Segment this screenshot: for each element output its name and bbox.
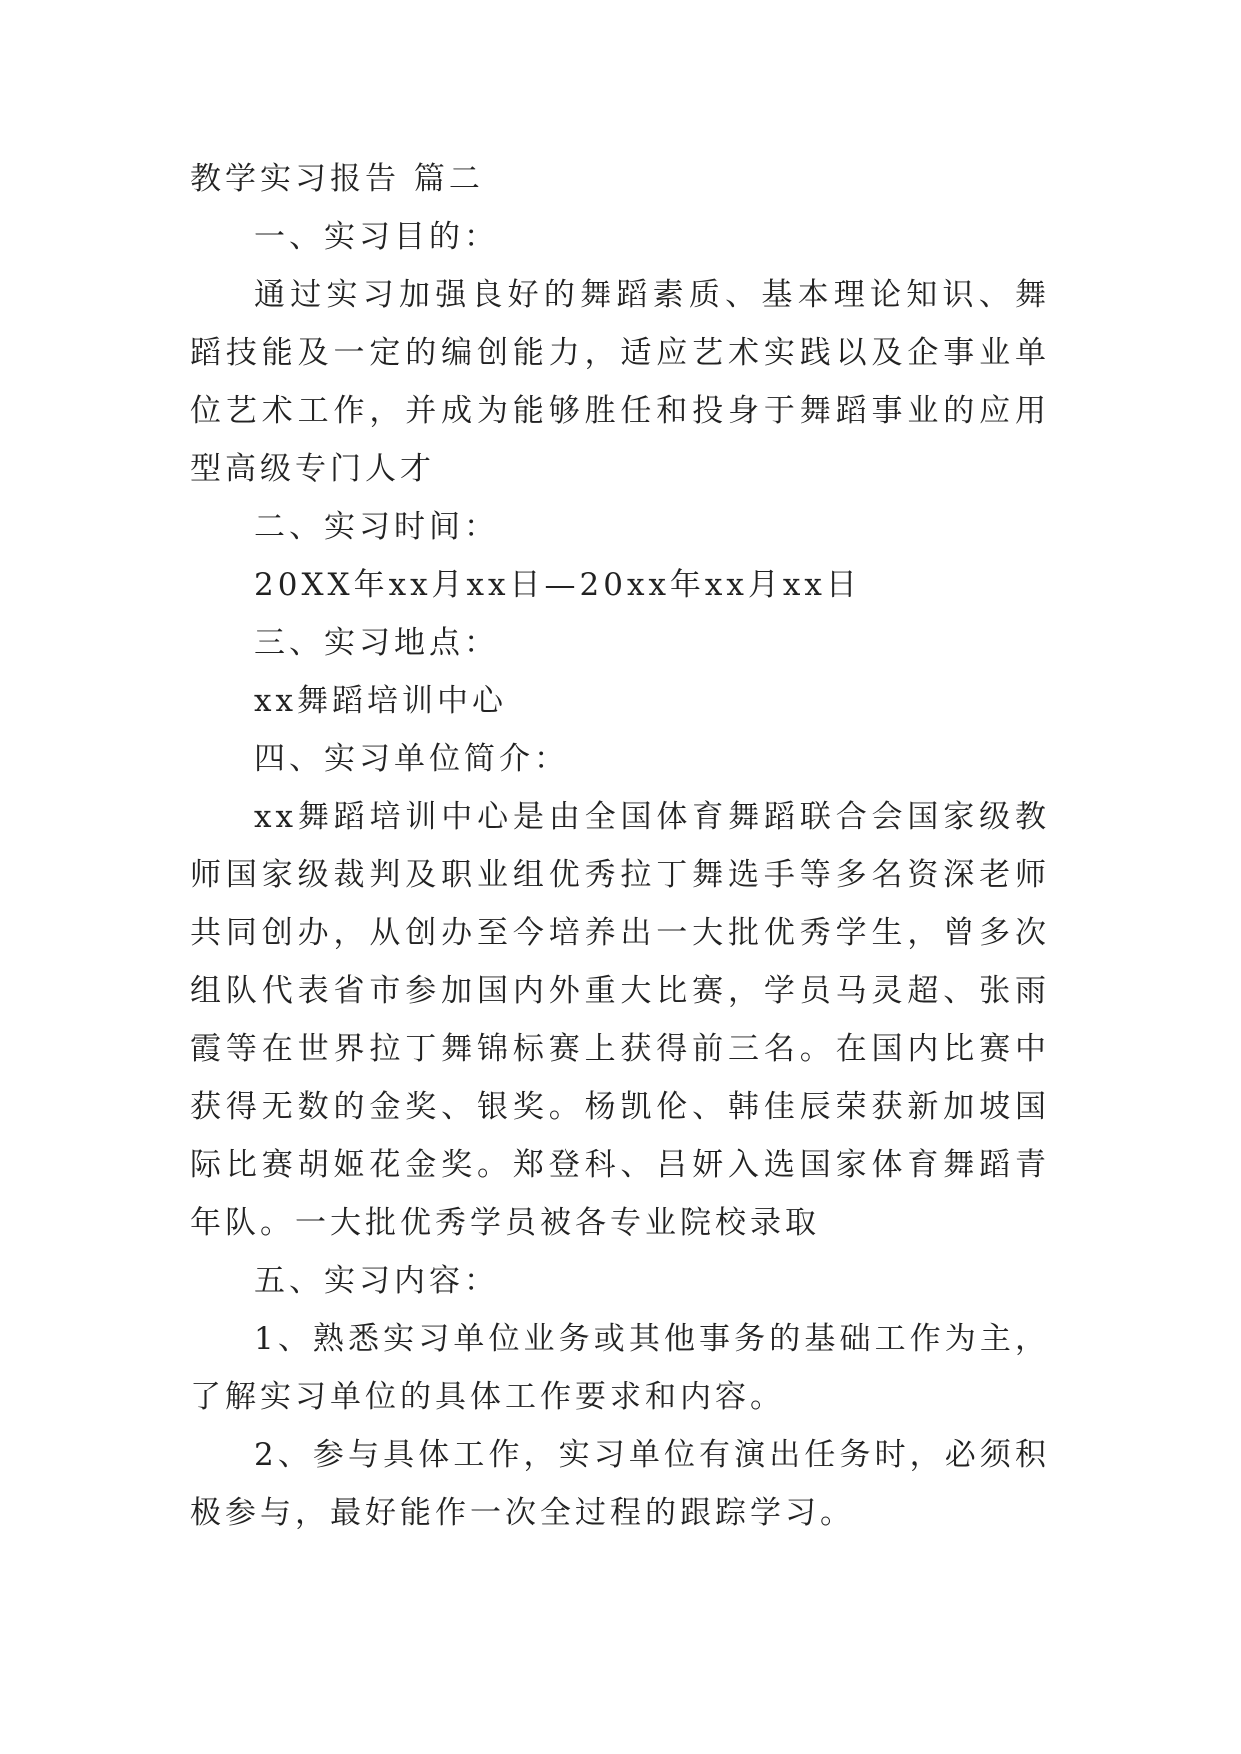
section-heading-purpose: 一、实习目的：: [254, 219, 499, 255]
section-body-location: xx舞蹈培训中心: [254, 683, 507, 719]
document-title: 教学实习报告 篇二: [190, 161, 484, 197]
content-item-2: 2、参与具体工作，实习单位有演出任务时，必须积极参与，最好能作一次全过程的跟踪学习。: [190, 1437, 1050, 1531]
section-heading-location: 三、实习地点：: [254, 625, 499, 661]
section-body-unit-introduction: xx舞蹈培训中心是由全国体育舞蹈联合会国家级教师国家级裁判及职业组优秀拉丁舞选手等多名资深老师共同创办，从创办至今培养出一大批优秀学生，曾多次组队代表省市参加国内外重大比赛，学员马灵超、张雨霞等在世界拉丁舞锦标赛上获得前三名。在国内比赛中获得无数的金奖、银奖。杨凯伦、韩佳辰荣获新加坡国际比赛胡姬花金奖。郑登科、吕妍入选国家体育舞蹈青年队。一大批优秀学员被各专业院校录取: [190, 799, 1050, 1241]
section-body-purpose: 通过实习加强良好的舞蹈素质、基本理论知识、舞蹈技能及一定的编创能力，适应艺术实践以及企事业单位艺术工作，并成为能够胜任和投身于舞蹈事业的应用型高级专门人才: [190, 277, 1050, 487]
document-content: [190, 150, 1050, 1542]
section-heading-content: 五、实习内容：: [254, 1263, 499, 1299]
section-heading-time: 二、实习时间：: [254, 509, 499, 545]
content-item-1: 1、熟悉实习单位业务或其他事务的基础工作为主，了解实习单位的具体工作要求和内容。: [190, 1321, 1050, 1415]
section-heading-unit-introduction: 四、实习单位简介：: [254, 741, 569, 777]
section-body-time: 20XX年xx月xx日—20xx年xx月xx日: [254, 567, 861, 603]
